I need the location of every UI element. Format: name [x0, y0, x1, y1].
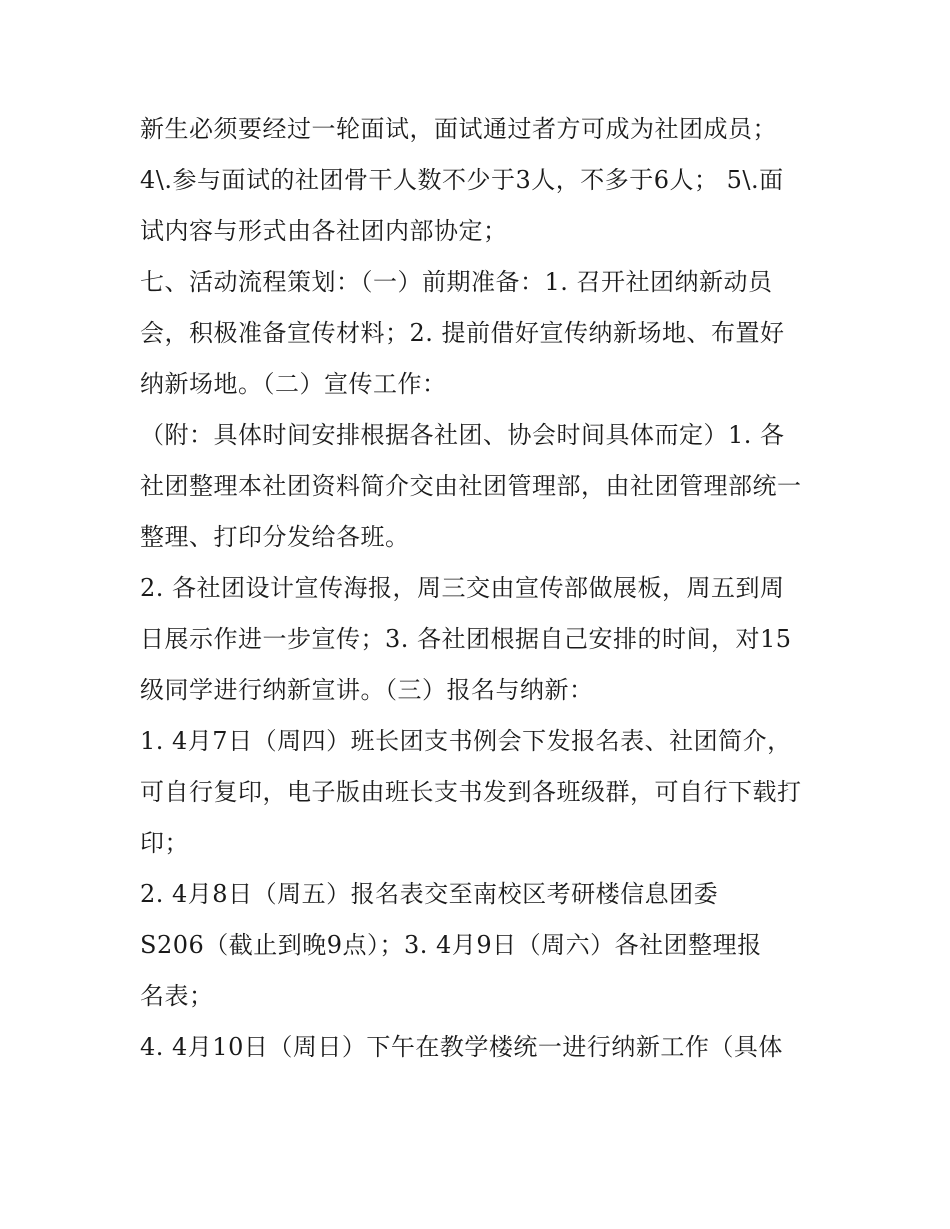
- body-text: [140, 104, 820, 1073]
- text-line: 4. 4月10日（周日）下午在教学楼统一进行纳新工作（具体: [140, 1033, 783, 1061]
- text-line: 日展示作进一步宣传；3. 各社团根据自己安排的时间，对15: [140, 625, 792, 653]
- text-line: 会，积极准备宣传材料；2. 提前借好宣传纳新场地、布置好: [140, 319, 785, 347]
- text-line: 可自行复印，电子版由班长支书发到各班级群，可自行下载打: [140, 778, 802, 806]
- text-line: 整理、打印分发给各班。: [140, 523, 410, 551]
- text-line: （附：具体时间安排根据各社团、协会时间具体而定）1. 各: [140, 421, 785, 449]
- text-line: 2. 各社团设计宣传海报，周三交由宣传部做展板，周五到周: [140, 574, 785, 602]
- text-line: 1. 4月7日（周四）班长团支书例会下发报名表、社团简介，: [140, 727, 792, 755]
- text-line: 名表；: [140, 982, 214, 1010]
- text-line: 级同学进行纳新宣讲。（三）报名与纳新：: [140, 676, 594, 704]
- text-line: 2. 4月8日（周五）报名表交至南校区考研楼信息团委: [140, 880, 719, 908]
- text-line: 4\.参与面试的社团骨干人数不少于3人，不多于6人； 5\.面: [140, 166, 784, 194]
- text-line: 社团整理本社团资料简介交由社团管理部，由社团管理部统一: [140, 472, 802, 500]
- text-line: S206（截止到晚9点）；3. 4月9日（周六）各社团整理报: [140, 931, 762, 959]
- text-line: 试内容与形式由各社团内部协定；: [140, 217, 508, 245]
- text-line: 新生必须要经过一轮面试，面试通过者方可成为社团成员；: [140, 115, 777, 143]
- text-line: 纳新场地。（二）宣传工作：: [140, 370, 447, 398]
- text-line: 七、活动流程策划：（一）前期准备：1. 召开社团纳新动员: [140, 268, 773, 296]
- text-line: 印；: [140, 829, 189, 857]
